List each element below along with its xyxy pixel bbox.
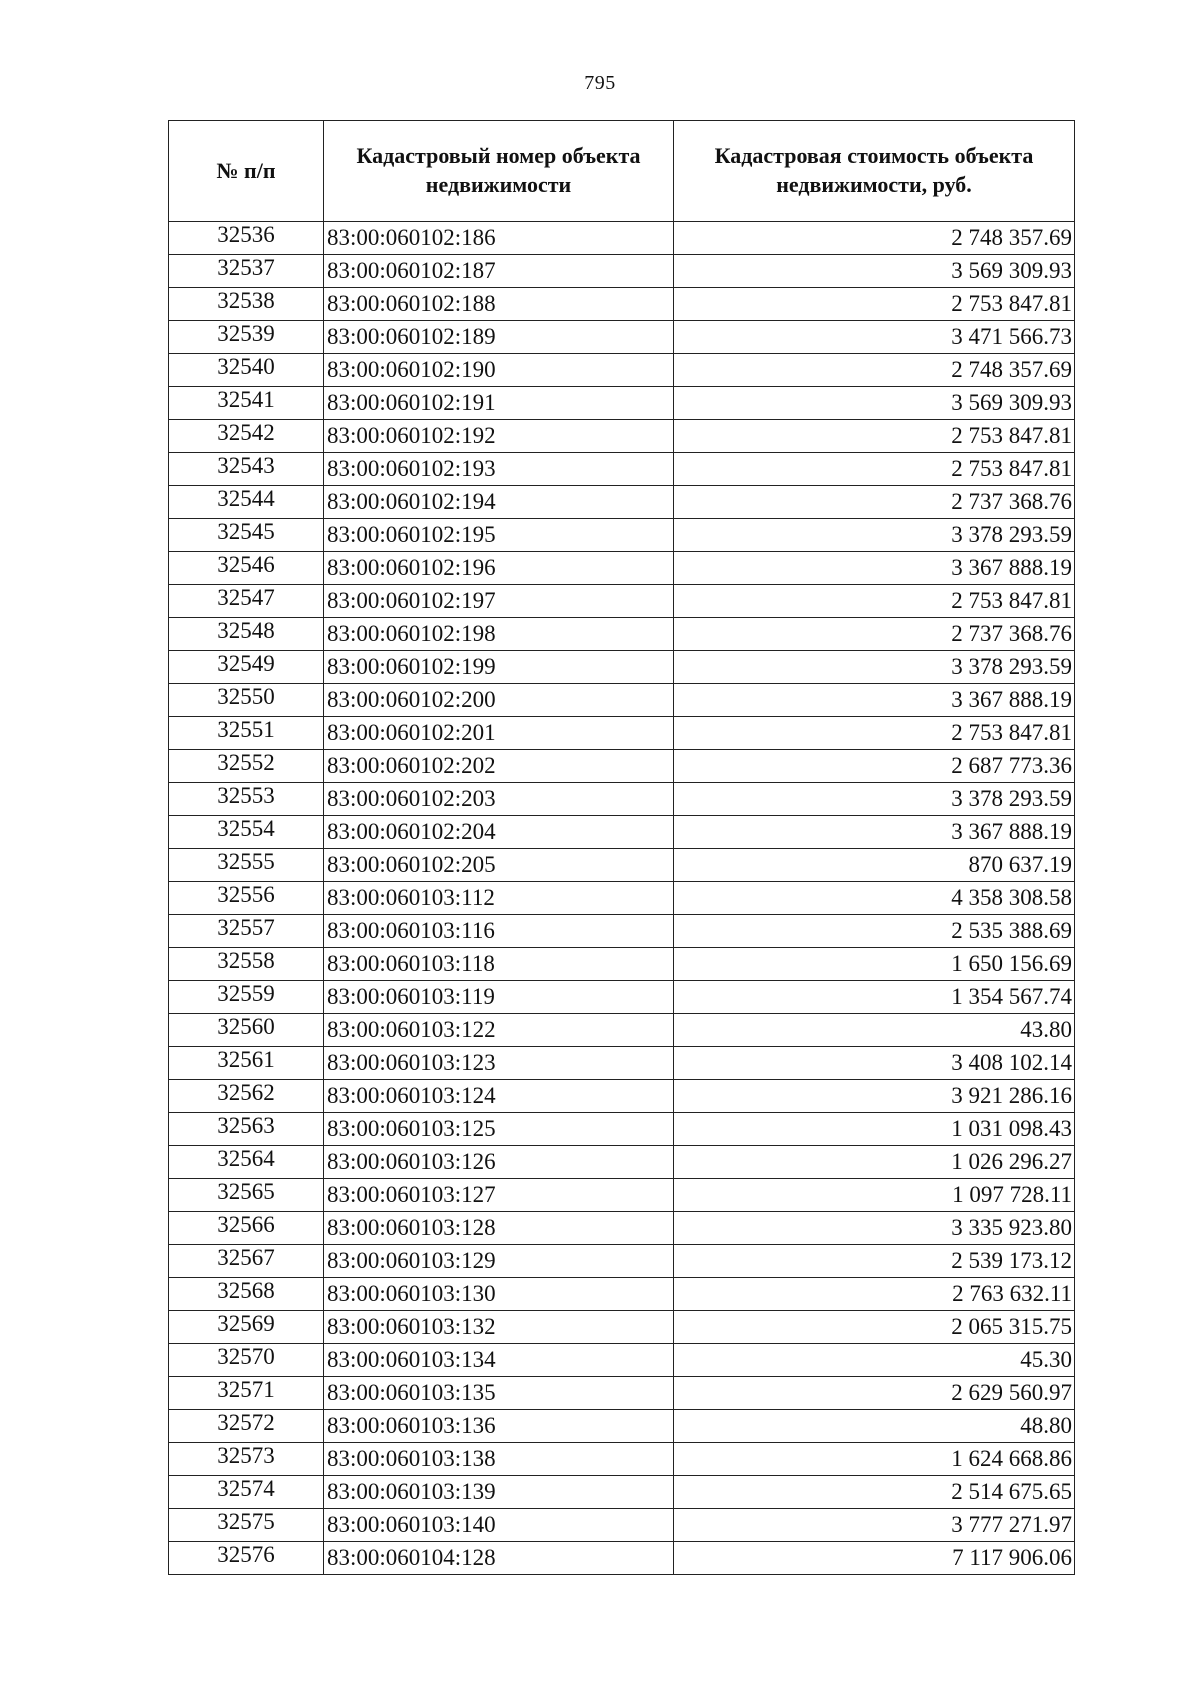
cell-row-number: 32547 bbox=[169, 585, 324, 618]
cell-row-number: 32540 bbox=[169, 354, 324, 387]
cell-cadastral-value: 3 777 271.97 bbox=[674, 1509, 1075, 1542]
table-row bbox=[169, 651, 1075, 684]
cell-cadastral-number: 83:00:060103:116 bbox=[324, 915, 674, 948]
cell-cadastral-number: 83:00:060103:118 bbox=[324, 948, 674, 981]
cell-cadastral-value: 4 358 308.58 bbox=[674, 882, 1075, 915]
cell-row-number: 32542 bbox=[169, 420, 324, 453]
table-row bbox=[169, 1014, 1075, 1047]
cell-cadastral-value: 3 569 309.93 bbox=[674, 387, 1075, 420]
cell-cadastral-value: 2 539 173.12 bbox=[674, 1245, 1075, 1278]
cell-cadastral-value: 3 408 102.14 bbox=[674, 1047, 1075, 1080]
cell-cadastral-value: 48.80 bbox=[674, 1410, 1075, 1443]
table-row bbox=[169, 948, 1075, 981]
cell-row-number: 32562 bbox=[169, 1080, 324, 1113]
cell-row-number: 32536 bbox=[169, 222, 324, 255]
column-header-cadastral-number: Кадастровый номер объекта недвижимости bbox=[324, 121, 674, 222]
cell-row-number: 32539 bbox=[169, 321, 324, 354]
cell-row-number: 32558 bbox=[169, 948, 324, 981]
cell-cadastral-value: 2 748 357.69 bbox=[674, 354, 1075, 387]
cell-row-number: 32568 bbox=[169, 1278, 324, 1311]
cell-cadastral-number: 83:00:060103:130 bbox=[324, 1278, 674, 1311]
table-row bbox=[169, 1509, 1075, 1542]
cell-row-number: 32549 bbox=[169, 651, 324, 684]
cell-cadastral-value: 1 624 668.86 bbox=[674, 1443, 1075, 1476]
table-row bbox=[169, 1278, 1075, 1311]
cell-cadastral-value: 2 753 847.81 bbox=[674, 585, 1075, 618]
cell-row-number: 32537 bbox=[169, 255, 324, 288]
cell-cadastral-number: 83:00:060102:203 bbox=[324, 783, 674, 816]
table-header bbox=[169, 121, 1075, 222]
column-header-row-number: № п/п bbox=[169, 121, 324, 222]
cell-cadastral-value: 2 753 847.81 bbox=[674, 420, 1075, 453]
cell-cadastral-number: 83:00:060102:199 bbox=[324, 651, 674, 684]
table-row bbox=[169, 321, 1075, 354]
cell-row-number: 32557 bbox=[169, 915, 324, 948]
cell-cadastral-value: 2 514 675.65 bbox=[674, 1476, 1075, 1509]
cell-cadastral-number: 83:00:060103:123 bbox=[324, 1047, 674, 1080]
cell-cadastral-number: 83:00:060102:204 bbox=[324, 816, 674, 849]
cell-cadastral-number: 83:00:060102:191 bbox=[324, 387, 674, 420]
cell-cadastral-number: 83:00:060103:126 bbox=[324, 1146, 674, 1179]
cell-row-number: 32538 bbox=[169, 288, 324, 321]
cell-cadastral-value: 43.80 bbox=[674, 1014, 1075, 1047]
cell-cadastral-number: 83:00:060103:122 bbox=[324, 1014, 674, 1047]
cell-cadastral-number: 83:00:060102:202 bbox=[324, 750, 674, 783]
cell-row-number: 32571 bbox=[169, 1377, 324, 1410]
cell-row-number: 32544 bbox=[169, 486, 324, 519]
table-row bbox=[169, 816, 1075, 849]
table-row bbox=[169, 882, 1075, 915]
table-row bbox=[169, 1476, 1075, 1509]
table-row bbox=[169, 981, 1075, 1014]
cell-cadastral-number: 83:00:060103:129 bbox=[324, 1245, 674, 1278]
cell-cadastral-value: 2 737 368.76 bbox=[674, 486, 1075, 519]
table-row bbox=[169, 1212, 1075, 1245]
cell-cadastral-number: 83:00:060103:140 bbox=[324, 1509, 674, 1542]
cell-row-number: 32553 bbox=[169, 783, 324, 816]
table-row bbox=[169, 1179, 1075, 1212]
cell-cadastral-number: 83:00:060102:194 bbox=[324, 486, 674, 519]
cell-cadastral-number: 83:00:060103:125 bbox=[324, 1113, 674, 1146]
cell-row-number: 32565 bbox=[169, 1179, 324, 1212]
table-row bbox=[169, 486, 1075, 519]
cell-cadastral-number: 83:00:060103:127 bbox=[324, 1179, 674, 1212]
cell-cadastral-value: 3 378 293.59 bbox=[674, 519, 1075, 552]
cell-cadastral-value: 3 921 286.16 bbox=[674, 1080, 1075, 1113]
cell-cadastral-value: 2 065 315.75 bbox=[674, 1311, 1075, 1344]
table-row bbox=[169, 387, 1075, 420]
table-row bbox=[169, 222, 1075, 255]
table-row bbox=[169, 1344, 1075, 1377]
table-body bbox=[169, 222, 1075, 1575]
cell-cadastral-value: 2 535 388.69 bbox=[674, 915, 1075, 948]
table-row bbox=[169, 1311, 1075, 1344]
cell-cadastral-number: 83:00:060104:128 bbox=[324, 1542, 674, 1575]
cell-row-number: 32566 bbox=[169, 1212, 324, 1245]
table-row bbox=[169, 618, 1075, 651]
cell-row-number: 32572 bbox=[169, 1410, 324, 1443]
cell-row-number: 32546 bbox=[169, 552, 324, 585]
cell-row-number: 32561 bbox=[169, 1047, 324, 1080]
cell-cadastral-value: 2 753 847.81 bbox=[674, 288, 1075, 321]
cell-cadastral-value: 3 335 923.80 bbox=[674, 1212, 1075, 1245]
cell-row-number: 32554 bbox=[169, 816, 324, 849]
cell-cadastral-number: 83:00:060102:200 bbox=[324, 684, 674, 717]
cell-row-number: 32575 bbox=[169, 1509, 324, 1542]
cell-cadastral-value: 3 367 888.19 bbox=[674, 816, 1075, 849]
table-row bbox=[169, 288, 1075, 321]
cell-row-number: 32567 bbox=[169, 1245, 324, 1278]
cell-cadastral-number: 83:00:060102:188 bbox=[324, 288, 674, 321]
cell-row-number: 32564 bbox=[169, 1146, 324, 1179]
table-row bbox=[169, 585, 1075, 618]
cell-cadastral-number: 83:00:060103:119 bbox=[324, 981, 674, 1014]
cell-cadastral-value: 3 378 293.59 bbox=[674, 783, 1075, 816]
cell-cadastral-number: 83:00:060102:192 bbox=[324, 420, 674, 453]
cell-row-number: 32576 bbox=[169, 1542, 324, 1575]
cell-row-number: 32552 bbox=[169, 750, 324, 783]
cell-row-number: 32560 bbox=[169, 1014, 324, 1047]
cell-cadastral-number: 83:00:060102:189 bbox=[324, 321, 674, 354]
cell-cadastral-number: 83:00:060102:201 bbox=[324, 717, 674, 750]
table-row bbox=[169, 717, 1075, 750]
cell-cadastral-value: 1 031 098.43 bbox=[674, 1113, 1075, 1146]
cell-cadastral-number: 83:00:060102:190 bbox=[324, 354, 674, 387]
cell-cadastral-number: 83:00:060103:136 bbox=[324, 1410, 674, 1443]
cell-cadastral-value: 3 471 566.73 bbox=[674, 321, 1075, 354]
cell-cadastral-number: 83:00:060102:187 bbox=[324, 255, 674, 288]
cell-row-number: 32541 bbox=[169, 387, 324, 420]
table-row bbox=[169, 354, 1075, 387]
cell-cadastral-number: 83:00:060103:139 bbox=[324, 1476, 674, 1509]
cell-cadastral-value: 2 629 560.97 bbox=[674, 1377, 1075, 1410]
cell-row-number: 32559 bbox=[169, 981, 324, 1014]
cell-row-number: 32569 bbox=[169, 1311, 324, 1344]
table-row bbox=[169, 684, 1075, 717]
cell-cadastral-number: 83:00:060102:193 bbox=[324, 453, 674, 486]
cell-cadastral-number: 83:00:060103:112 bbox=[324, 882, 674, 915]
cell-cadastral-number: 83:00:060103:132 bbox=[324, 1311, 674, 1344]
table-row bbox=[169, 1113, 1075, 1146]
table-row bbox=[169, 1377, 1075, 1410]
cell-cadastral-value: 3 569 309.93 bbox=[674, 255, 1075, 288]
table-row bbox=[169, 1146, 1075, 1179]
cell-row-number: 32563 bbox=[169, 1113, 324, 1146]
cell-cadastral-value: 1 026 296.27 bbox=[674, 1146, 1075, 1179]
cell-cadastral-number: 83:00:060103:135 bbox=[324, 1377, 674, 1410]
cell-cadastral-value: 1 650 156.69 bbox=[674, 948, 1075, 981]
table-row bbox=[169, 1542, 1075, 1575]
cell-row-number: 32556 bbox=[169, 882, 324, 915]
cell-cadastral-number: 83:00:060103:134 bbox=[324, 1344, 674, 1377]
cell-row-number: 32551 bbox=[169, 717, 324, 750]
table-row bbox=[169, 255, 1075, 288]
table-row bbox=[169, 1080, 1075, 1113]
cell-cadastral-value: 3 378 293.59 bbox=[674, 651, 1075, 684]
cell-cadastral-value: 2 737 368.76 bbox=[674, 618, 1075, 651]
cell-cadastral-number: 83:00:060103:128 bbox=[324, 1212, 674, 1245]
cell-cadastral-number: 83:00:060102:205 bbox=[324, 849, 674, 882]
cell-cadastral-number: 83:00:060102:197 bbox=[324, 585, 674, 618]
table-row bbox=[169, 519, 1075, 552]
table-row bbox=[169, 750, 1075, 783]
cell-row-number: 32550 bbox=[169, 684, 324, 717]
cell-cadastral-number: 83:00:060102:198 bbox=[324, 618, 674, 651]
column-header-cadastral-value: Кадастровая стоимость объекта недвижимости, руб. bbox=[674, 121, 1075, 222]
page-number: 795 bbox=[584, 72, 616, 94]
cell-cadastral-value: 2 687 773.36 bbox=[674, 750, 1075, 783]
cell-row-number: 32570 bbox=[169, 1344, 324, 1377]
table-row bbox=[169, 849, 1075, 882]
table-row bbox=[169, 453, 1075, 486]
cell-cadastral-number: 83:00:060103:138 bbox=[324, 1443, 674, 1476]
cell-cadastral-value: 3 367 888.19 bbox=[674, 684, 1075, 717]
cell-cadastral-number: 83:00:060102:186 bbox=[324, 222, 674, 255]
table-row bbox=[169, 915, 1075, 948]
table-row bbox=[169, 783, 1075, 816]
cell-cadastral-value: 2 753 847.81 bbox=[674, 453, 1075, 486]
cell-cadastral-value: 2 753 847.81 bbox=[674, 717, 1075, 750]
cadastral-value-table bbox=[168, 120, 1075, 1575]
cell-cadastral-number: 83:00:060103:124 bbox=[324, 1080, 674, 1113]
table-row bbox=[169, 1410, 1075, 1443]
cell-row-number: 32573 bbox=[169, 1443, 324, 1476]
cell-row-number: 32574 bbox=[169, 1476, 324, 1509]
cell-cadastral-number: 83:00:060102:196 bbox=[324, 552, 674, 585]
table-row bbox=[169, 1047, 1075, 1080]
cell-cadastral-number: 83:00:060102:195 bbox=[324, 519, 674, 552]
cell-row-number: 32545 bbox=[169, 519, 324, 552]
cell-cadastral-value: 45.30 bbox=[674, 1344, 1075, 1377]
cell-row-number: 32548 bbox=[169, 618, 324, 651]
table-row bbox=[169, 552, 1075, 585]
cell-cadastral-value: 2 748 357.69 bbox=[674, 222, 1075, 255]
cell-cadastral-value: 7 117 906.06 bbox=[674, 1542, 1075, 1575]
table-row bbox=[169, 1443, 1075, 1476]
cell-row-number: 32543 bbox=[169, 453, 324, 486]
cell-cadastral-value: 870 637.19 bbox=[674, 849, 1075, 882]
cell-cadastral-value: 2 763 632.11 bbox=[674, 1278, 1075, 1311]
table-row bbox=[169, 420, 1075, 453]
table-header-row bbox=[169, 121, 1075, 222]
cell-cadastral-value: 1 097 728.11 bbox=[674, 1179, 1075, 1212]
cell-row-number: 32555 bbox=[169, 849, 324, 882]
cell-cadastral-value: 3 367 888.19 bbox=[674, 552, 1075, 585]
table-row bbox=[169, 1245, 1075, 1278]
cell-cadastral-value: 1 354 567.74 bbox=[674, 981, 1075, 1014]
